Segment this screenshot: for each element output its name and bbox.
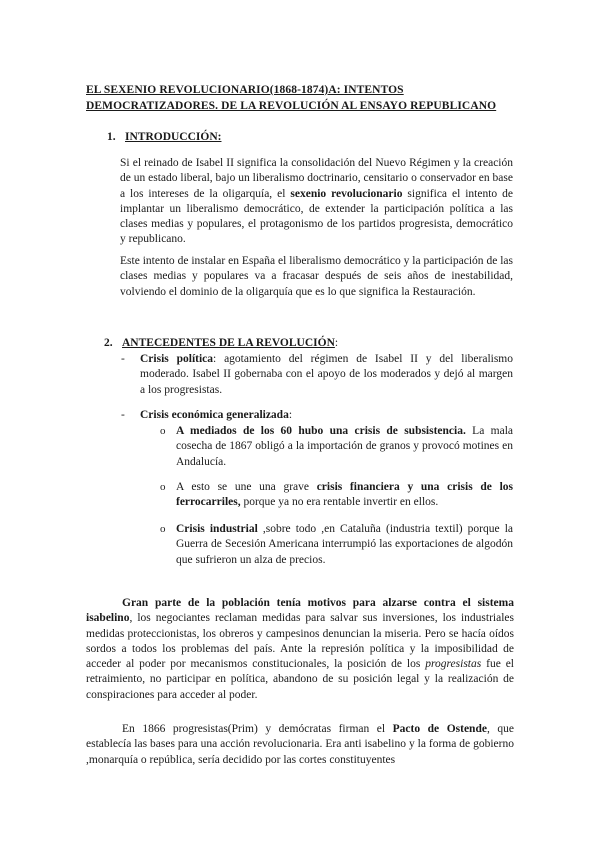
document-title: EL SEXENIO REVOLUCIONARIO(1868-1874)A: INTENTOS DEMOCRATIZADORES. DE LA REVOLUCIÓN AL ENSAYO REPUBLICANO: [86, 84, 497, 112]
paragraph-ostende: [86, 722, 514, 768]
sub1-text: La mala cosecha de 1867 obligó a la importación de granos y provocó motines en Andalucía.: [176, 425, 513, 468]
item2-bold: Crisis económica generalizada: [140, 409, 289, 421]
section-1-title: INTRODUCCIÓN:: [125, 131, 222, 143]
sub3-bold: Crisis industrial: [176, 523, 258, 535]
poblacion-text-b: fue el retraimiento, no participar en política, abandono de su posición legal y la realización de conspiraciones para acceder al poder.: [86, 658, 515, 701]
poblacion-bold: Gran parte de la población tenía motivos para alzarse contra el sistema isabelino: [86, 597, 514, 625]
sub-crisis-financiera: [176, 480, 513, 511]
circle-bullet-2: o: [160, 481, 166, 493]
section-2-heading: [104, 336, 338, 351]
ostende-bold: Pacto de Ostende: [392, 723, 487, 735]
section-1-heading: [107, 130, 221, 145]
item-crisis-economica: [140, 408, 513, 423]
intro-p1-text-a: Si el reinado de Isabel II significa la consolidación del Nuevo Régimen y la creación de un estado liberal, bajo un liberalismo doctrinario, censitario o conservador en base a los intereses de la oligarquía, el: [120, 157, 513, 200]
item2-text: :: [288, 409, 293, 421]
ostende-text-a: En 1866 progresistas(Prim) y demócratas firman el: [122, 723, 393, 735]
item1-bold: Crisis política: [140, 353, 214, 365]
intro-paragraph-1: [120, 156, 513, 248]
sub-crisis-industrial: [176, 522, 513, 568]
circle-bullet-3: o: [160, 523, 166, 535]
paragraph-poblacion: [86, 596, 514, 703]
sub2-bold: crisis financiera y una crisis de los ferrocarriles,: [176, 481, 513, 509]
intro-paragraph-2: Este intento de instalar en España el liberalismo democrático y la participación de las clases medias y populares va a fracasar después de seis años de inestabilidad, volviendo el dominio de la oligarquía que es lo que significa la Restauración.: [120, 255, 513, 298]
section-2-title: ANTECEDENTES DE LA REVOLUCIÓN: [122, 337, 335, 349]
item-crisis-politica: [140, 352, 513, 398]
poblacion-italic: progresistas: [425, 658, 482, 671]
sub1-bold: A mediados de los 60 hubo una crisis de subsistencia.: [176, 425, 466, 437]
dash-bullet-1: -: [121, 353, 125, 365]
dash-bullet-2: -: [121, 409, 125, 421]
section-1-number: 1.: [107, 131, 116, 143]
section-2-number: 2.: [104, 337, 113, 349]
intro-p1-bold: sexenio revolucionario: [290, 187, 403, 200]
poblacion-text-a: , los negociantes reclaman medidas para salvar sus inversiones, los industriales medidas proteccionistas, los obreros y campesinos denuncian la miseria. Pero se hacía oídos sordos a todos los problemas del país. Ante la represión política y la imposibilidad de acceder al poder por mecanismos constitucionales, la posición de los: [86, 612, 514, 671]
sub3-text: ,sobre todo ,en Cataluña (industria textil) porque la Guerra de Secesión Americana interrumpió las exportaciones de algodón que sufrieron un alza de precios.: [176, 523, 513, 566]
section-2-colon: :: [334, 337, 339, 349]
sub2-text-b: porque ya no era rentable invertir en ellos.: [240, 496, 439, 509]
sub-crisis-subsistencia: [176, 424, 513, 470]
circle-bullet-1: o: [160, 425, 166, 437]
intro-p1-text-b: significa el intento de implantar un liberalismo democrático, de extender la participación política a las clases medias y populares, el protagonismo de los partidos progresista, democrático y republicano.: [120, 187, 513, 246]
ostende-text-b: , que establecía las bases para una acción revolucionaria. Era anti isabelino y la forma de gobierno ,monarquía o república, sería decidido por las cortes constituyentes: [86, 723, 514, 766]
sub2-text-a: A esto se une una grave: [176, 481, 317, 493]
item1-text: : agotamiento del régimen de Isabel II y del liberalismo moderado. Isabel II gobernaba con el apoyo de los moderados y dejó al margen a los progresistas.: [140, 353, 513, 396]
